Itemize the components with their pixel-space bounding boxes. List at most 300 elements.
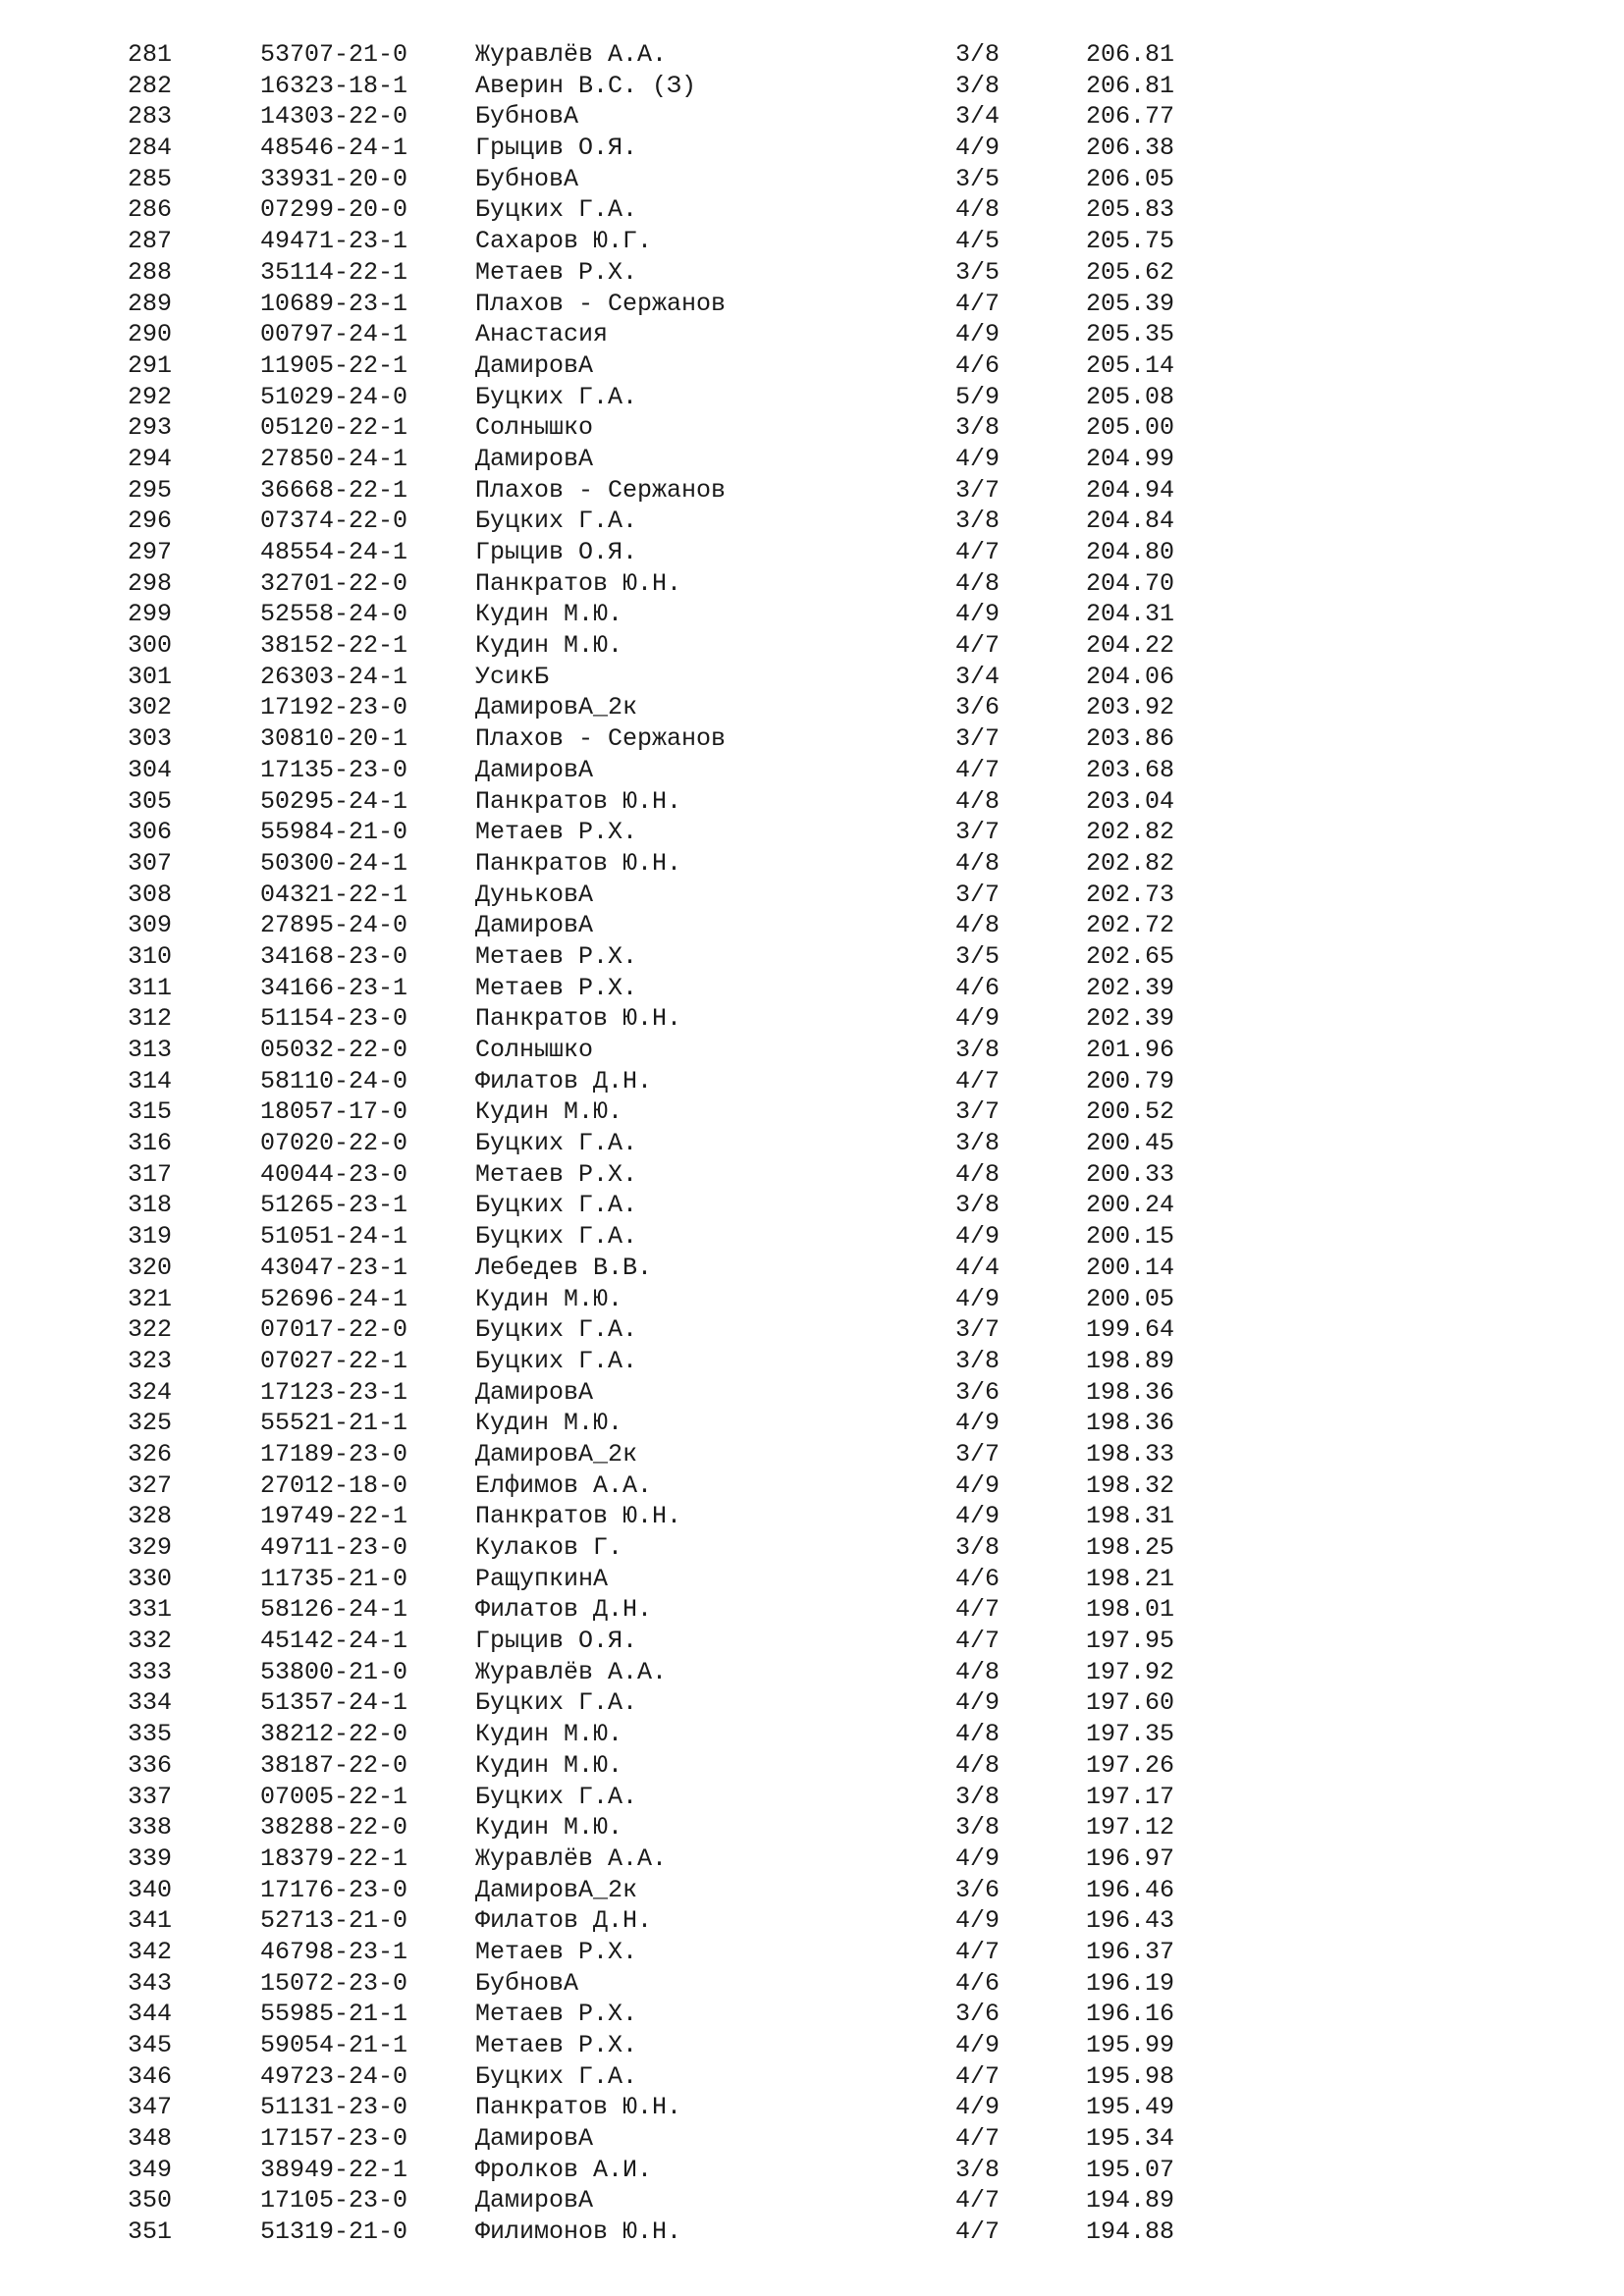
id-cell: 04321-22-1 [260,880,408,909]
rank-cell: 306 [128,818,173,847]
rank-cell: 336 [128,1750,173,1780]
owner-cell: Метаев Р.Х. [475,818,638,847]
rank-cell: 282 [128,71,173,100]
rank-cell: 309 [128,911,173,940]
fraction-cell: 4/9 [955,2093,1001,2122]
score-cell: 204.22 [1086,631,1175,661]
owner-cell: Буцких Г.А. [475,1191,638,1220]
score-cell: 205.00 [1086,413,1175,443]
rank-cell: 314 [128,1066,173,1095]
table-row [0,39,1624,71]
table-row [0,630,1624,662]
table-row [0,1812,1624,1843]
score-cell: 204.80 [1086,538,1175,566]
rank-cell: 299 [128,600,173,629]
rank-cell: 348 [128,2124,173,2154]
id-cell: 34166-23-1 [260,973,408,1002]
score-cell: 196.37 [1086,1937,1175,1966]
fraction-cell: 3/8 [955,1129,1001,1158]
owner-cell: Фролков А.И. [475,2155,653,2184]
owner-cell: Журавлёв А.А. [475,40,668,69]
id-cell: 07005-22-1 [260,1782,408,1811]
score-cell: 199.64 [1086,1315,1175,1345]
rank-cell: 297 [128,538,173,566]
rank-cell: 324 [128,1377,173,1407]
id-cell: 51319-21-0 [260,2217,408,2247]
score-cell: 203.92 [1086,693,1175,722]
fraction-cell: 4/6 [955,1968,1001,1998]
table-row [0,1190,1624,1221]
owner-cell: Буцких Г.А. [475,1782,638,1811]
fraction-cell: 3/8 [955,1782,1001,1811]
owner-cell: РащупкинА [475,1564,609,1593]
table-row [0,1035,1624,1066]
score-cell: 202.73 [1086,880,1175,909]
score-cell: 204.70 [1086,568,1175,598]
fraction-cell: 4/6 [955,350,1001,380]
score-cell: 203.68 [1086,755,1175,784]
id-cell: 51051-24-1 [260,1222,408,1252]
id-cell: 52713-21-0 [260,1906,408,1936]
table-row [0,289,1624,320]
id-cell: 55521-21-1 [260,1409,408,1438]
table-row [0,755,1624,786]
table-row [0,910,1624,941]
score-cell: 195.07 [1086,2155,1175,2184]
fraction-cell: 4/7 [955,1937,1001,1966]
table-row [0,1937,1624,1968]
owner-cell: Метаев Р.Х. [475,2031,638,2059]
owner-cell: Буцких Г.А. [475,1129,638,1158]
table-row [0,662,1624,693]
id-cell: 58110-24-0 [260,1066,408,1095]
owner-cell: Буцких Г.А. [475,382,638,411]
table-row [0,2092,1624,2123]
score-cell: 197.26 [1086,1750,1175,1780]
owner-cell: Грыцив О.Я. [475,538,638,566]
owner-cell: БубновА [475,164,579,193]
rank-cell: 294 [128,444,173,473]
table-row [0,1003,1624,1035]
fraction-cell: 4/9 [955,2031,1001,2059]
owner-cell: ДамировА_2к [475,1875,638,1904]
fraction-cell: 3/8 [955,1813,1001,1842]
score-cell: 195.34 [1086,2124,1175,2154]
table-row [0,1284,1624,1315]
score-cell: 197.95 [1086,1627,1175,1656]
owner-cell: ДамировА [475,755,594,784]
rank-cell: 302 [128,693,173,722]
score-cell: 203.86 [1086,724,1175,754]
owner-cell: Кудин М.Ю. [475,1409,623,1438]
score-cell: 202.39 [1086,973,1175,1002]
table-row [0,1066,1624,1097]
owner-cell: Лебедев В.В. [475,1253,653,1282]
id-cell: 38288-22-0 [260,1813,408,1842]
rank-cell: 311 [128,973,173,1002]
fraction-cell: 4/9 [955,1284,1001,1313]
fraction-cell: 3/8 [955,1346,1001,1375]
score-cell: 198.36 [1086,1377,1175,1407]
id-cell: 51265-23-1 [260,1191,408,1220]
table-row [0,1968,1624,2000]
fraction-cell: 3/6 [955,1875,1001,1904]
rank-cell: 315 [128,1097,173,1127]
owner-cell: ДамировА [475,444,594,473]
rank-cell: 327 [128,1470,173,1500]
score-cell: 206.38 [1086,133,1175,163]
owner-cell: Журавлёв А.А. [475,1843,668,1873]
id-cell: 15072-23-0 [260,1968,408,1998]
owner-cell: Панкратов Ю.Н. [475,2093,682,2122]
rank-cell: 288 [128,257,173,287]
rank-cell: 331 [128,1595,173,1625]
id-cell: 51131-23-0 [260,2093,408,2122]
score-cell: 196.43 [1086,1906,1175,1936]
score-cell: 198.89 [1086,1346,1175,1375]
fraction-cell: 4/9 [955,1688,1001,1718]
id-cell: 38949-22-1 [260,2155,408,2184]
id-cell: 18057-17-0 [260,1097,408,1127]
owner-cell: Анастасия [475,320,609,349]
table-row [0,1657,1624,1688]
score-cell: 194.89 [1086,2186,1175,2216]
score-cell: 205.75 [1086,227,1175,256]
fraction-cell: 4/5 [955,227,1001,256]
rank-cell: 343 [128,1968,173,1998]
rank-cell: 341 [128,1906,173,1936]
fraction-cell: 4/7 [955,1066,1001,1095]
table-row [0,1687,1624,1719]
owner-cell: Кудин М.Ю. [475,1813,623,1842]
fraction-cell: 4/8 [955,1720,1001,1749]
table-row [0,1875,1624,1906]
table-row [0,1750,1624,1782]
id-cell: 32701-22-0 [260,568,408,598]
owner-cell: УсикБ [475,662,550,691]
rank-cell: 301 [128,662,173,691]
table-row [0,1439,1624,1470]
id-cell: 51357-24-1 [260,1688,408,1718]
owner-cell: Грыцив О.Я. [475,1627,638,1656]
rank-cell: 291 [128,350,173,380]
id-cell: 07017-22-0 [260,1315,408,1345]
owner-cell: Метаев Р.Х. [475,257,638,287]
fraction-cell: 4/9 [955,600,1001,629]
owner-cell: ДамировА_2к [475,1439,638,1468]
table-row [0,692,1624,723]
rank-cell: 332 [128,1627,173,1656]
id-cell: 48546-24-1 [260,133,408,163]
owner-cell: Буцких Г.А. [475,2061,638,2091]
fraction-cell: 4/9 [955,1502,1001,1531]
owner-cell: Сахаров Ю.Г. [475,227,653,256]
rank-cell: 329 [128,1533,173,1562]
table-row [0,2061,1624,2093]
table-row [0,506,1624,537]
rank-cell: 322 [128,1315,173,1345]
score-cell: 202.65 [1086,941,1175,971]
owner-cell: Панкратов Ю.Н. [475,848,682,878]
owner-cell: Елфимов А.А. [475,1470,653,1500]
table-row [0,71,1624,102]
table-row [0,133,1624,164]
id-cell: 17105-23-0 [260,2186,408,2216]
table-row [0,1408,1624,1439]
owner-cell: Буцких Г.А. [475,1688,638,1718]
fraction-cell: 4/8 [955,786,1001,816]
id-cell: 50295-24-1 [260,786,408,816]
score-cell: 202.82 [1086,818,1175,847]
rank-cell: 342 [128,1937,173,1966]
table-row [0,2216,1624,2248]
owner-cell: Филатов Д.Н. [475,1066,653,1095]
table-row [0,350,1624,382]
rank-cell: 350 [128,2186,173,2216]
id-cell: 07374-22-0 [260,507,408,536]
score-cell: 200.79 [1086,1066,1175,1095]
fraction-cell: 4/7 [955,289,1001,318]
owner-cell: Метаев Р.Х. [475,941,638,971]
score-cell: 206.81 [1086,71,1175,100]
owner-cell: Кудин М.Ю. [475,631,623,661]
rank-cell: 347 [128,2093,173,2122]
id-cell: 43047-23-1 [260,1253,408,1282]
rank-cell: 339 [128,1843,173,1873]
id-cell: 07020-22-0 [260,1129,408,1158]
fraction-cell: 4/8 [955,911,1001,940]
owner-cell: Метаев Р.Х. [475,1937,638,1966]
fraction-cell: 3/5 [955,941,1001,971]
table-row [0,444,1624,475]
rank-cell: 284 [128,133,173,163]
rank-cell: 312 [128,1004,173,1034]
owner-cell: Филатов Д.Н. [475,1595,653,1625]
fraction-cell: 4/7 [955,755,1001,784]
score-cell: 205.62 [1086,257,1175,287]
rank-cell: 340 [128,1875,173,1904]
fraction-cell: 3/8 [955,2155,1001,2184]
rank-cell: 289 [128,289,173,318]
fraction-cell: 3/7 [955,1315,1001,1345]
owner-cell: Панкратов Ю.Н. [475,568,682,598]
rank-cell: 281 [128,40,173,69]
rank-cell: 317 [128,1159,173,1189]
table-row [0,1096,1624,1128]
id-cell: 49711-23-0 [260,1533,408,1562]
table-row [0,568,1624,600]
table-row [0,412,1624,444]
rank-cell: 286 [128,195,173,225]
id-cell: 17192-23-0 [260,693,408,722]
score-cell: 197.12 [1086,1813,1175,1842]
owner-cell: Буцких Г.А. [475,1346,638,1375]
id-cell: 38212-22-0 [260,1720,408,1749]
owner-cell: Аверин В.С. (З) [475,71,697,100]
owner-cell: Метаев Р.Х. [475,1159,638,1189]
table-row [0,101,1624,133]
table-row [0,164,1624,195]
table-row [0,1719,1624,1750]
rank-cell: 326 [128,1439,173,1468]
fraction-cell: 3/6 [955,693,1001,722]
owner-cell: Панкратов Ю.Н. [475,1502,682,1531]
fraction-cell: 4/6 [955,1564,1001,1593]
owner-cell: Кудин М.Ю. [475,1097,623,1127]
id-cell: 52558-24-0 [260,600,408,629]
fraction-cell: 4/9 [955,1222,1001,1252]
table-row [0,382,1624,413]
table-row [0,2030,1624,2061]
fraction-cell: 4/7 [955,1627,1001,1656]
id-cell: 30810-20-1 [260,724,408,754]
score-cell: 202.82 [1086,848,1175,878]
table-row [0,880,1624,911]
id-cell: 38187-22-0 [260,1750,408,1780]
score-cell: 197.17 [1086,1782,1175,1811]
fraction-cell: 3/5 [955,257,1001,287]
table-row [0,1501,1624,1532]
owner-cell: Солнышко [475,1036,594,1064]
score-cell: 196.16 [1086,2000,1175,2029]
score-cell: 205.35 [1086,320,1175,349]
rank-cell: 298 [128,568,173,598]
score-cell: 198.32 [1086,1470,1175,1500]
owner-cell: Метаев Р.Х. [475,973,638,1002]
fraction-cell: 3/8 [955,413,1001,443]
id-cell: 40044-23-0 [260,1159,408,1189]
table-row [0,1253,1624,1284]
id-cell: 48554-24-1 [260,538,408,566]
score-cell: 200.52 [1086,1097,1175,1127]
table-row [0,194,1624,226]
table-row [0,1564,1624,1595]
score-cell: 200.45 [1086,1129,1175,1158]
rank-cell: 333 [128,1657,173,1686]
table-row [0,1470,1624,1502]
owner-cell: ДамировА [475,2124,594,2154]
score-cell: 196.19 [1086,1968,1175,1998]
id-cell: 51154-23-0 [260,1004,408,1034]
fraction-cell: 3/5 [955,164,1001,193]
owner-cell: Плахов - Сержанов [475,724,727,754]
fraction-cell: 3/8 [955,507,1001,536]
rank-cell: 283 [128,102,173,132]
fraction-cell: 4/9 [955,1470,1001,1500]
id-cell: 07027-22-1 [260,1346,408,1375]
owner-cell: Филатов Д.Н. [475,1906,653,1936]
fraction-cell: 4/7 [955,2061,1001,2091]
fraction-cell: 3/4 [955,662,1001,691]
owner-cell: Журавлёв А.А. [475,1657,668,1686]
fraction-cell: 4/8 [955,1657,1001,1686]
table-row [0,1346,1624,1377]
owner-cell: Солнышко [475,413,594,443]
table-row [0,1221,1624,1253]
id-cell: 11905-22-1 [260,350,408,380]
id-cell: 17176-23-0 [260,1875,408,1904]
score-cell: 202.72 [1086,911,1175,940]
score-cell: 205.39 [1086,289,1175,318]
score-cell: 205.83 [1086,195,1175,225]
fraction-cell: 3/8 [955,71,1001,100]
rank-cell: 335 [128,1720,173,1749]
rank-cell: 303 [128,724,173,754]
fraction-cell: 4/7 [955,1595,1001,1625]
owner-cell: ДамировА_2к [475,693,638,722]
owner-cell: Буцких Г.А. [475,195,638,225]
fraction-cell: 3/7 [955,1439,1001,1468]
owner-cell: Плахов - Сержанов [475,475,727,505]
owner-cell: Буцких Г.А. [475,507,638,536]
score-cell: 197.92 [1086,1657,1175,1686]
rank-cell: 323 [128,1346,173,1375]
score-cell: 198.36 [1086,1409,1175,1438]
score-cell: 195.49 [1086,2093,1175,2122]
rank-cell: 346 [128,2061,173,2091]
table-row [0,1377,1624,1409]
id-cell: 49471-23-1 [260,227,408,256]
table-row [0,319,1624,350]
rank-cell: 320 [128,1253,173,1282]
rank-cell: 290 [128,320,173,349]
fraction-cell: 4/9 [955,1004,1001,1034]
table-row [0,973,1624,1004]
score-cell: 204.06 [1086,662,1175,691]
score-cell: 197.60 [1086,1688,1175,1718]
rank-cell: 351 [128,2217,173,2247]
score-cell: 198.21 [1086,1564,1175,1593]
owner-cell: Панкратов Ю.Н. [475,1004,682,1034]
rank-cell: 295 [128,475,173,505]
score-cell: 200.15 [1086,1222,1175,1252]
fraction-cell: 5/9 [955,382,1001,411]
table-row [0,1128,1624,1159]
owner-cell: ДамировА [475,911,594,940]
table-row [0,1843,1624,1875]
score-cell: 202.39 [1086,1004,1175,1034]
table-row [0,1594,1624,1626]
rank-cell: 345 [128,2031,173,2059]
id-cell: 27895-24-0 [260,911,408,940]
table-row [0,2123,1624,2155]
rank-cell: 305 [128,786,173,816]
id-cell: 11735-21-0 [260,1564,408,1593]
score-cell: 195.98 [1086,2061,1175,2091]
rank-cell: 310 [128,941,173,971]
id-cell: 52696-24-1 [260,1284,408,1313]
score-cell: 194.88 [1086,2217,1175,2247]
fraction-cell: 4/8 [955,195,1001,225]
table-row [0,1999,1624,2030]
id-cell: 26303-24-1 [260,662,408,691]
score-cell: 203.04 [1086,786,1175,816]
table-row [0,257,1624,289]
fraction-cell: 4/8 [955,1750,1001,1780]
score-cell: 200.14 [1086,1253,1175,1282]
rank-cell: 307 [128,848,173,878]
score-cell: 198.01 [1086,1595,1175,1625]
fraction-cell: 3/8 [955,1533,1001,1562]
rank-cell: 316 [128,1129,173,1158]
fraction-cell: 3/7 [955,1097,1001,1127]
owner-cell: Буцких Г.А. [475,1315,638,1345]
fraction-cell: 3/7 [955,475,1001,505]
fraction-cell: 4/4 [955,1253,1001,1282]
rank-cell: 321 [128,1284,173,1313]
table-row [0,1314,1624,1346]
rank-cell: 337 [128,1782,173,1811]
